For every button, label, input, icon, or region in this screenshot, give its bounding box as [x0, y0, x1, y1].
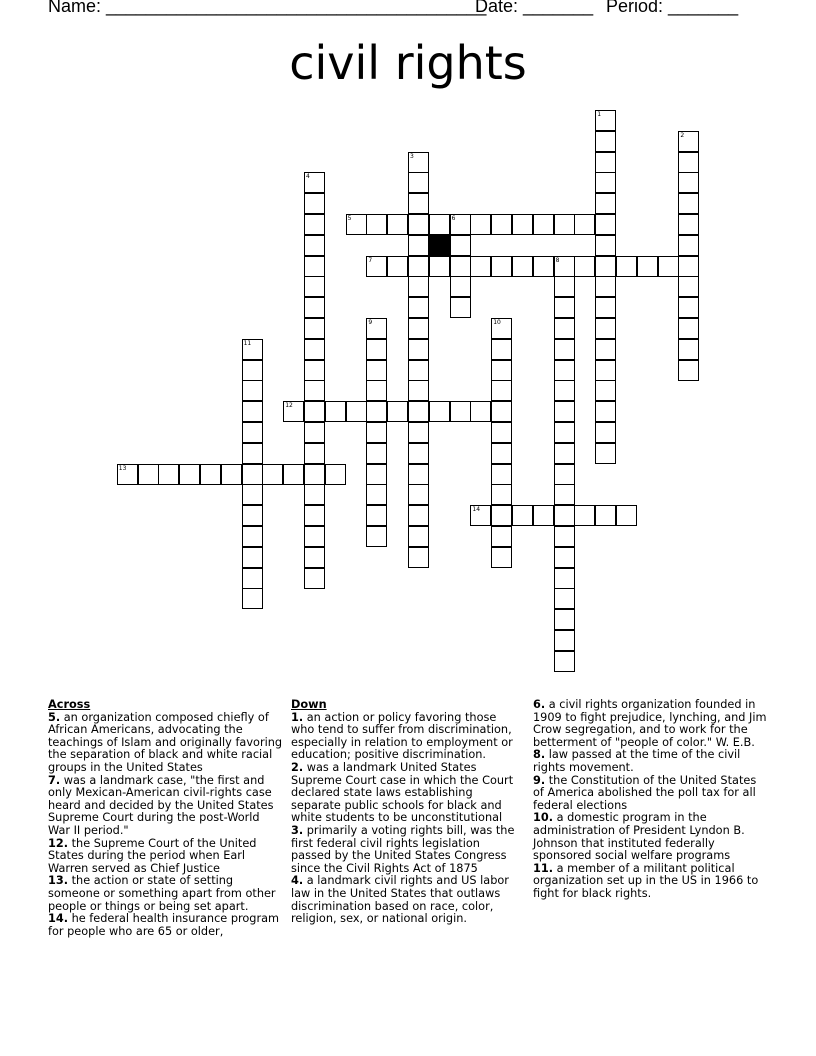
grid-cell[interactable]	[533, 256, 554, 277]
grid-cell[interactable]	[408, 152, 429, 173]
grid-cell[interactable]	[262, 464, 283, 485]
grid-cell[interactable]	[283, 401, 304, 422]
grid-cell[interactable]	[595, 193, 616, 214]
grid-cell[interactable]	[595, 276, 616, 297]
clue-text: a domestic program in the administration of President Lyndon B. Johnson that instituted federally sponsored social welfare programs	[533, 811, 745, 863]
grid-cell[interactable]	[595, 172, 616, 193]
grid-cell[interactable]	[554, 609, 575, 630]
grid-cell[interactable]	[304, 401, 325, 422]
grid-cell[interactable]	[450, 276, 471, 297]
grid-cell[interactable]	[304, 214, 325, 235]
grid-cell[interactable]	[366, 443, 387, 464]
grid-cell[interactable]	[158, 464, 179, 485]
grid-cell[interactable]	[678, 214, 699, 235]
grid-cell[interactable]	[450, 256, 471, 277]
grid-cell[interactable]	[408, 422, 429, 443]
clue-number: 2.	[291, 760, 304, 774]
grid-cell[interactable]	[304, 443, 325, 464]
clue-text: was a landmark United States Supreme Court case in which the Court declared state laws establishing separate public schools for black and white students to be unconstitutional	[291, 760, 514, 825]
clue-number-label: 11	[243, 339, 252, 347]
grid-cell[interactable]	[242, 464, 263, 485]
grid-cell[interactable]	[304, 464, 325, 485]
grid-cell[interactable]	[408, 464, 429, 485]
grid-cell[interactable]	[554, 380, 575, 401]
grid-cell[interactable]	[574, 256, 595, 277]
clue-text: a member of a militant political organization set up in the US in 1966 to fight for black rights.	[533, 861, 759, 900]
grid-cell[interactable]	[637, 256, 658, 277]
grid-cell[interactable]	[408, 276, 429, 297]
grid-cell[interactable]	[491, 401, 512, 422]
clue-number: 10.	[533, 811, 554, 825]
grid-cell[interactable]	[616, 505, 637, 526]
grid-cell[interactable]	[554, 401, 575, 422]
name-field-label: Name: ______________________________________	[48, 0, 487, 16]
grid-cell[interactable]	[366, 256, 387, 277]
grid-cell[interactable]	[366, 339, 387, 360]
clue-text: law passed at the time of the civil rights movement.	[533, 748, 741, 774]
grid-cell[interactable]	[450, 401, 471, 422]
grid-cell[interactable]	[366, 505, 387, 526]
grid-cell[interactable]	[491, 422, 512, 443]
grid-cell[interactable]	[283, 464, 304, 485]
grid-cell[interactable]	[512, 256, 533, 277]
grid-cell[interactable]	[242, 401, 263, 422]
grid-cell[interactable]	[242, 588, 263, 609]
clue-item	[533, 749, 767, 774]
grid-cell[interactable]	[408, 297, 429, 318]
grid-cell[interactable]	[242, 526, 263, 547]
grid-cell[interactable]	[491, 505, 512, 526]
grid-cell[interactable]	[387, 256, 408, 277]
grid-cell[interactable]	[595, 256, 616, 277]
grid-cell[interactable]	[574, 214, 595, 235]
grid-cell[interactable]	[366, 484, 387, 505]
grid-cell[interactable]	[470, 505, 491, 526]
grid-cell[interactable]	[470, 401, 491, 422]
grid-cell[interactable]	[242, 443, 263, 464]
clue-number: 4.	[291, 874, 304, 888]
grid-cell[interactable]	[366, 214, 387, 235]
grid-cell[interactable]	[595, 318, 616, 339]
grid-cell[interactable]	[200, 464, 221, 485]
grid-cell[interactable]	[554, 297, 575, 318]
grid-cell[interactable]	[346, 214, 367, 235]
grid-cell[interactable]	[408, 235, 429, 256]
grid-cell[interactable]	[429, 256, 450, 277]
grid-cell[interactable]	[678, 339, 699, 360]
grid-cell[interactable]	[304, 526, 325, 547]
grid-cell[interactable]	[304, 318, 325, 339]
grid-cell[interactable]	[678, 256, 699, 277]
grid-cell[interactable]	[595, 360, 616, 381]
clue-number: 1.	[291, 710, 304, 724]
grid-cell[interactable]	[554, 214, 575, 235]
down-clues-continued-column	[533, 699, 767, 901]
grid-cell[interactable]	[242, 484, 263, 505]
grid-cell[interactable]	[678, 276, 699, 297]
clue-number-label: 2	[680, 131, 685, 139]
grid-cell[interactable]	[242, 505, 263, 526]
grid-cell[interactable]	[387, 214, 408, 235]
clue-item	[48, 775, 284, 838]
grid-cell[interactable]	[595, 297, 616, 318]
across-heading: Across	[48, 698, 91, 711]
grid-cell[interactable]	[595, 110, 616, 131]
grid-cell[interactable]	[408, 339, 429, 360]
grid-cell[interactable]	[408, 526, 429, 547]
clue-text: an action or policy favoring those who tend to suffer from discrimination, especially in relation to employment or education; positive discrimination.	[291, 710, 513, 762]
grid-cell[interactable]	[366, 401, 387, 422]
clue-text: he federal health insurance program for people who are 65 or older,	[48, 912, 280, 938]
grid-cell[interactable]	[304, 193, 325, 214]
grid-cell[interactable]	[595, 422, 616, 443]
clue-item	[48, 712, 284, 775]
grid-cell[interactable]	[408, 193, 429, 214]
clue-item	[291, 875, 521, 925]
across-clue-list	[48, 712, 284, 939]
clue-item	[533, 775, 767, 813]
grid-cell[interactable]	[595, 235, 616, 256]
clue-number-label: 7	[368, 256, 373, 264]
grid-cell[interactable]	[408, 256, 429, 277]
grid-cell[interactable]	[554, 630, 575, 651]
clue-text: an organization composed chiefly of African Americans, advocating the teachings of Islam and originally favoring the separation of black and white racial groups in the United States	[48, 710, 283, 774]
clue-number: 14.	[48, 912, 69, 926]
grid-cell[interactable]	[678, 152, 699, 173]
grid-cell[interactable]	[408, 547, 429, 568]
clue-number: 5.	[48, 710, 61, 724]
grid-cell[interactable]	[595, 380, 616, 401]
grid-cell[interactable]	[304, 422, 325, 443]
grid-cell[interactable]	[325, 464, 346, 485]
grid-cell[interactable]	[554, 464, 575, 485]
clue-item	[533, 863, 767, 901]
grid-cell[interactable]	[304, 568, 325, 589]
grid-cell[interactable]	[554, 422, 575, 443]
grid-cell[interactable]	[304, 172, 325, 193]
clue-number-label: 12	[285, 402, 293, 410]
grid-cell[interactable]	[346, 401, 367, 422]
grid-cell[interactable]	[574, 505, 595, 526]
grid-cell[interactable]	[366, 422, 387, 443]
grid-cell[interactable]	[366, 464, 387, 485]
grid-cell[interactable]	[325, 401, 346, 422]
clue-number-label: 10	[493, 319, 501, 326]
grid-cell[interactable]	[595, 152, 616, 173]
grid-cell[interactable]	[408, 172, 429, 193]
clue-number: 9.	[533, 773, 546, 787]
grid-cell[interactable]	[304, 547, 325, 568]
grid-cell[interactable]	[366, 526, 387, 547]
grid-cell[interactable]	[408, 318, 429, 339]
down-clue-list-continued	[533, 699, 767, 901]
grid-cell[interactable]	[554, 651, 575, 672]
grid-cell[interactable]	[554, 484, 575, 505]
grid-cell[interactable]	[491, 484, 512, 505]
clue-item	[48, 875, 284, 913]
grid-cell[interactable]	[304, 276, 325, 297]
grid-cell[interactable]	[179, 464, 200, 485]
grid-cell[interactable]	[658, 256, 679, 277]
grid-cell[interactable]	[304, 484, 325, 505]
grid-cell[interactable]	[304, 505, 325, 526]
clue-number: 12.	[48, 836, 69, 850]
grid-cell[interactable]	[408, 505, 429, 526]
grid-cell[interactable]	[678, 297, 699, 318]
clue-number-label: 9	[368, 319, 373, 326]
clue-item	[48, 838, 284, 876]
grid-cell[interactable]	[491, 526, 512, 547]
clue-text: the Supreme Court of the United States during the period when Earl Warren served as Chief Justice	[48, 836, 257, 875]
grid-cell[interactable]	[366, 360, 387, 381]
grid-cell[interactable]	[554, 505, 575, 526]
grid-cell[interactable]	[595, 339, 616, 360]
grid-cell[interactable]	[304, 380, 325, 401]
down-clues-column	[291, 699, 521, 926]
clue-item	[291, 712, 521, 762]
clue-number-label: 1	[597, 111, 602, 118]
grid-cell[interactable]	[678, 318, 699, 339]
grid-cell[interactable]	[408, 401, 429, 422]
grid-cell[interactable]	[616, 256, 637, 277]
grid-cell[interactable]	[242, 339, 263, 360]
grid-cell[interactable]	[366, 380, 387, 401]
clue-number-label: 4	[306, 173, 310, 181]
grid-cell[interactable]	[678, 235, 699, 256]
across-clues-column	[48, 699, 284, 938]
clue-text: the action or state of setting someone or something apart from other people or things or being set apart.	[48, 874, 276, 913]
clue-item	[533, 699, 767, 749]
clue-item	[291, 762, 521, 825]
grid-cell[interactable]	[242, 568, 263, 589]
grid-cell[interactable]	[408, 360, 429, 381]
clue-number: 3.	[291, 823, 304, 837]
grid-cell[interactable]	[678, 193, 699, 214]
clue-number: 7.	[48, 773, 61, 787]
grid-cell[interactable]	[491, 214, 512, 235]
clue-number-label: 14	[472, 506, 481, 514]
grid-cell[interactable]	[491, 443, 512, 464]
grid-cell[interactable]	[221, 464, 242, 485]
clue-number: 11.	[533, 861, 554, 875]
clue-number-label: 3	[410, 152, 414, 160]
grid-cell[interactable]	[533, 505, 554, 526]
clue-number-label: 13	[118, 464, 127, 472]
page-title: civil rights	[289, 36, 527, 90]
grid-cell[interactable]	[450, 235, 471, 256]
grid-cell[interactable]	[450, 214, 471, 235]
clue-text: a civil rights organization founded in 1909 to fight prejudice, lynching, and Jim Crow segregation, and to work for the betterment of "people of color." W. E.B.	[533, 698, 767, 749]
clue-text: was a landmark case, "the first and only Mexican-American civil-rights case heard and decided by the United States Supreme Court during the post-World War II period."	[48, 773, 274, 837]
clue-text: primarily a voting rights bill, was the first federal civil rights legislation passed by the United States Congress since the Civil Rights Act of 1875	[291, 823, 515, 875]
grid-cell[interactable]	[491, 380, 512, 401]
grid-cell[interactable]	[554, 443, 575, 464]
grid-cell[interactable]	[429, 401, 450, 422]
clue-number: 13.	[48, 874, 69, 888]
clue-number-label: 8	[555, 256, 560, 264]
grid-cell[interactable]	[470, 256, 491, 277]
grid-cell[interactable]	[554, 276, 575, 297]
grid-cell[interactable]	[491, 360, 512, 381]
black-cell	[429, 235, 450, 256]
grid-cell[interactable]	[304, 360, 325, 381]
grid-cell[interactable]	[450, 297, 471, 318]
clue-number: 6.	[533, 698, 546, 711]
grid-cell[interactable]	[408, 484, 429, 505]
grid-cell[interactable]	[304, 339, 325, 360]
grid-cell[interactable]	[512, 505, 533, 526]
grid-cell[interactable]	[408, 214, 429, 235]
grid-cell[interactable]	[595, 443, 616, 464]
grid-cell[interactable]	[408, 380, 429, 401]
clue-number-label: 5	[347, 215, 352, 222]
grid-cell[interactable]	[366, 318, 387, 339]
grid-cell[interactable]	[387, 401, 408, 422]
grid-cell[interactable]	[678, 131, 699, 152]
grid-cell[interactable]	[408, 443, 429, 464]
grid-cell[interactable]	[554, 526, 575, 547]
down-heading: Down	[291, 698, 327, 711]
grid-cell[interactable]	[554, 339, 575, 360]
clue-number: 8.	[533, 748, 546, 762]
grid-cell[interactable]	[554, 568, 575, 589]
grid-cell[interactable]	[470, 214, 491, 235]
clue-item	[48, 913, 284, 938]
period-field-label: Period: _______	[606, 0, 739, 16]
grid-cell[interactable]	[595, 214, 616, 235]
clue-item	[291, 825, 521, 875]
grid-cell[interactable]	[554, 360, 575, 381]
grid-cell[interactable]	[138, 464, 159, 485]
grid-cell[interactable]	[304, 297, 325, 318]
grid-cell[interactable]	[533, 214, 554, 235]
clue-text: a landmark civil rights and US labor law in the United States that outlaws discrimination based on race, color, religion, sex, or national origin.	[291, 874, 509, 926]
grid-cell[interactable]	[678, 172, 699, 193]
grid-cell[interactable]	[595, 131, 616, 152]
grid-cell[interactable]	[117, 464, 138, 485]
grid-cell[interactable]	[554, 256, 575, 277]
grid-cell[interactable]	[242, 422, 263, 443]
date-field-label: Date: _______	[475, 0, 594, 16]
grid-cell[interactable]	[491, 339, 512, 360]
clue-number-label: 6	[451, 215, 456, 222]
grid-cell[interactable]	[554, 588, 575, 609]
grid-cell[interactable]	[491, 256, 512, 277]
grid-cell[interactable]	[304, 235, 325, 256]
grid-cell[interactable]	[595, 401, 616, 422]
down-clue-list	[291, 712, 521, 926]
grid-cell[interactable]	[304, 256, 325, 277]
grid-cell[interactable]	[242, 547, 263, 568]
grid-cell[interactable]	[678, 360, 699, 381]
grid-cell[interactable]	[429, 214, 450, 235]
grid-cell[interactable]	[491, 318, 512, 339]
grid-cell[interactable]	[242, 360, 263, 381]
grid-cell[interactable]	[512, 214, 533, 235]
clue-text: the Constitution of the United States of America abolished the poll tax for all federal elections	[533, 773, 757, 812]
grid-cell[interactable]	[491, 464, 512, 485]
grid-cell[interactable]	[554, 318, 575, 339]
clue-item	[533, 812, 767, 862]
grid-cell[interactable]	[554, 547, 575, 568]
grid-cell[interactable]	[491, 547, 512, 568]
grid-cell[interactable]	[242, 380, 263, 401]
grid-cell[interactable]	[595, 505, 616, 526]
